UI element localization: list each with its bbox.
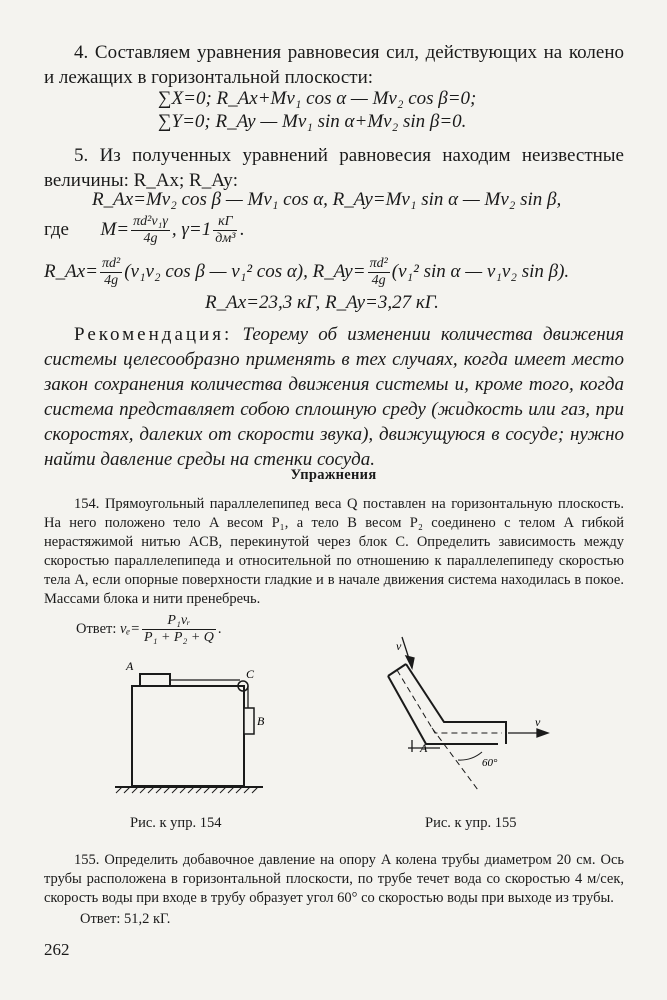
answer-154-label: Ответ: <box>76 620 117 637</box>
expanded-numerator-1: πd² <box>101 256 121 271</box>
arrow-v-out-head <box>537 729 548 737</box>
mass-denominator: 4g <box>143 231 158 246</box>
label-v-in: v <box>396 639 402 653</box>
gamma-unit-denominator: дм³ <box>215 231 236 246</box>
equation-mass-row: где M= $\frac{\text{πd²v₁γ}}{4g}$ , γ=1 $\frac{кГ}{\text{дм³}}$ . <box>44 214 245 246</box>
equation-result: R_Ax=23,3 кГ, R_Ay=3,27 кГ. <box>205 292 439 313</box>
expanded-numerator-2: πd² <box>369 256 388 271</box>
pipe-axis <box>397 670 502 790</box>
gamma-value: , γ=1 <box>171 218 212 240</box>
label-b: B <box>257 714 265 728</box>
answer-154-lhs: vₑ= <box>120 620 141 637</box>
pipe-bend <box>388 664 506 744</box>
section-4-paragraph: 4. Составляем уравнения равновесия сил, действующих на колено и лежащих в горизонтальной плоскости: <box>44 42 624 88</box>
section-5-paragraph: 5. Из полученных уравнений равновесия находим неизвестные величины: R_Ax; R_Ay: <box>44 145 624 191</box>
answer-154-numerator: P₁vᵣ <box>142 613 216 630</box>
equation-sum-y: ∑Y=0; R_Ay — Mv₁ sin α+Mv₂ sin β=0. <box>158 111 467 132</box>
answer-154-tail: . <box>217 620 222 637</box>
expanded-denominator-2: 4g <box>371 273 386 288</box>
exercise-155-text: 155. Определить добавочное давление на опору A колена трубы диаметром 20 см. Ось трубы расположена в горизонтальной плоскости, по трубе течет вода со скоростью 4 м/сек, скорость воды при входе в трубу образует угол 60° со скоростью воды при выходе из трубы. <box>44 852 624 906</box>
where-word: где <box>44 218 69 240</box>
equation-reactions: R_Ax=Mv₂ cos β — Mv₁ cos α, R_Ay=Mv₁ sin α — Mv₂ sin β, <box>92 189 562 210</box>
recommendation-label: Рекомендация: <box>74 324 233 345</box>
caption-154: Рис. к упр. 154 <box>130 815 222 831</box>
label-c: C <box>246 667 255 681</box>
gamma-unit-numerator: кГ <box>213 214 237 231</box>
answer-154-denominator: P₁ + P₂ + Q <box>144 630 214 645</box>
answer-155: Ответ: 51,2 кГ. <box>80 911 171 927</box>
exercise-155 <box>44 851 624 908</box>
equation-sum-x: ∑X=0; R_Ax+Mv₁ cos α — Mv₂ cos β=0; <box>158 88 477 109</box>
expanded-denominator-1: 4g <box>104 273 119 288</box>
recommendation-text: Теорему об изменении количества движения системы целесообразно применять в тех случаях, когда имеет место закон сохранения количества движения системы и, кроме того, когда система представляет собою сплошную среду (жидкость или газ, при скоростях, далеких от скорости звука), движущуюся в сосуде; нужно найти давление среды на стенки сосуда. <box>44 324 625 470</box>
label-a-support: A <box>420 741 428 755</box>
angle-arc <box>458 752 482 760</box>
label-a: A <box>126 659 134 673</box>
expanded-tail: (v₁² sin α — v₁v₂ sin β). <box>391 260 570 282</box>
exercises-heading: Упражнения <box>290 467 377 483</box>
page-number: 262 <box>44 940 70 959</box>
caption-155: Рис. к упр. 155 <box>425 815 517 831</box>
label-v-out: v <box>535 715 541 729</box>
expanded-middle: (v₁v₂ cos β — v₁² cos α), R_Ay= <box>124 260 366 282</box>
mass-numerator: πd²v₁γ <box>133 214 168 229</box>
mass-lhs: M= <box>100 218 130 240</box>
rax-lhs: R_Ax= <box>44 260 98 282</box>
exercise-154-text: 154. Прямоугольный параллелепипед веса Q поставлен на горизонтальную плоскость. На него положено тело A весом P₁, а тело B весом P₂ соединено с телом A гибкой нерастяжимой нитью ACB, перекинутой через блок C. Определить зависимость между скоростью параллелепипеда и относительной по отношению к параллелепипеду скоростью тела A, если опорные поверхности гладкие и в начале движения система находилась в покое. Массами блока и нити пренебречь. <box>44 496 624 607</box>
label-angle: 60° <box>482 757 498 769</box>
